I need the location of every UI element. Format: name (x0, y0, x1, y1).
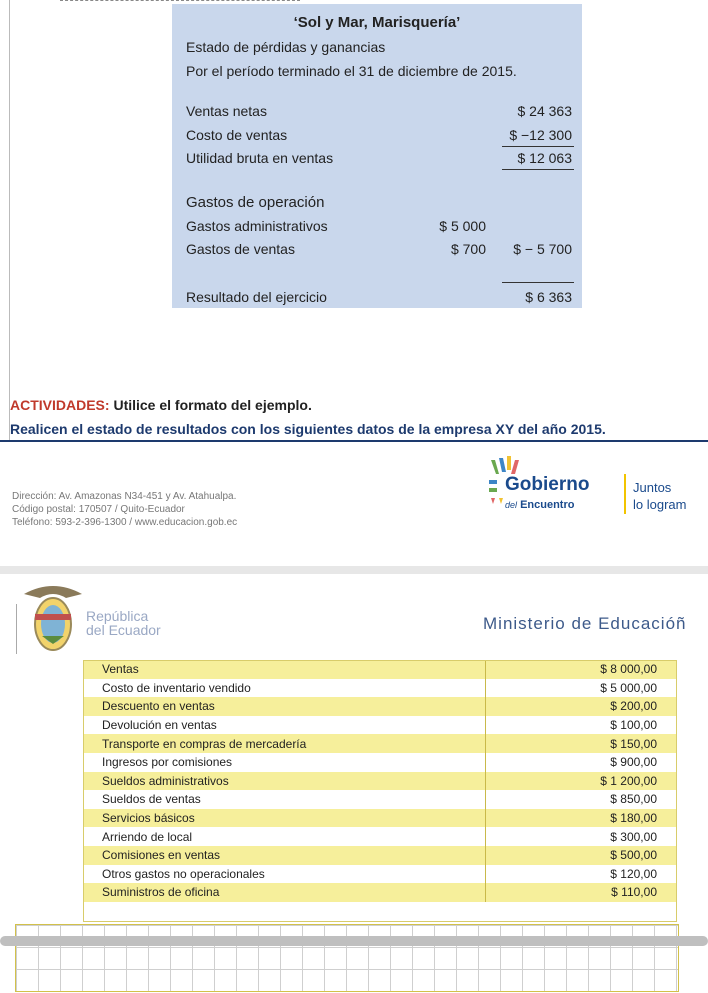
table-row (83, 697, 677, 716)
table-row (83, 753, 677, 772)
amount-cell: $ 120,00 (486, 865, 677, 884)
republica-text: República (86, 608, 149, 624)
concept-cell: Costo de inventario vendido (83, 679, 486, 698)
table-row (83, 660, 677, 679)
second-page (0, 574, 708, 993)
top-page (0, 0, 708, 455)
row-gastos-ventas-label: Gastos de ventas (186, 241, 295, 257)
amount-cell: $ 150,00 (486, 734, 677, 753)
concept-cell: Otros gastos no operacionales (83, 865, 486, 884)
ecuador-shield-icon (22, 578, 84, 658)
statement-company: ‘Sol y Mar, Marisquería’ (293, 14, 461, 31)
amount-cell: $ 500,00 (486, 846, 677, 865)
table-row (83, 679, 677, 698)
row-gastos-operacion-label: Gastos de operación (186, 194, 325, 211)
table-row (83, 772, 677, 791)
phone-text: Teléfono: 593-2-396-1300 / www.educacion.gob.ec (12, 517, 238, 528)
concept-cell: Servicios básicos (83, 809, 486, 828)
address-text: Dirección: Av. Amazonas N34-451 y Av. Atahualpa. (12, 491, 237, 502)
amount-cell: $ 5 000,00 (486, 679, 677, 698)
amount-cell: $ 1 200,00 (486, 772, 677, 791)
table-row (83, 809, 677, 828)
activity-instruction: Realicen el estado de resultados con los siguientes datos de la empresa XY del año 2015. (10, 421, 606, 437)
table-row (83, 790, 677, 809)
table-row (83, 883, 677, 902)
encuentro-logo-text: del Encuentro (505, 499, 575, 511)
table-row (83, 716, 677, 735)
row-utilidad-bruta-label: Utilidad bruta en ventas (186, 150, 334, 166)
row-gastos-admin-value: $ 5 000 (439, 218, 486, 234)
amount-cell: $ 100,00 (486, 716, 677, 735)
concept-cell: Ventas (83, 660, 486, 679)
logo-separator (624, 474, 626, 514)
concept-cell: Ingresos por comisiones (83, 753, 486, 772)
gobierno-logo-text: Gobierno (505, 474, 590, 495)
table-row (83, 846, 677, 865)
activities-line (10, 397, 312, 413)
concept-cell: Sueldos de ventas (83, 790, 486, 809)
row-resultado-value: $ 6 363 (525, 289, 572, 305)
page-edge (16, 604, 17, 654)
row-gastos-ventas-value: $ 700 (450, 241, 486, 257)
table-row (83, 865, 677, 884)
statement-title: Estado de pérdidas y ganancias (186, 39, 386, 55)
page-edge (9, 0, 10, 440)
row-costo-ventas-label: Costo de ventas (186, 127, 288, 143)
instruction-underline (0, 440, 708, 442)
concept-cell: Devolución en ventas (83, 716, 486, 735)
activities-text: Utilice el formato del ejemplo. (109, 397, 312, 413)
row-ventas-netas-label: Ventas netas (186, 103, 267, 119)
activities-label: ACTIVIDADES: (10, 397, 110, 413)
lo-logramos-text: lo logram (633, 497, 687, 512)
row-ventas-netas-value: $ 24 363 (517, 103, 572, 119)
amount-cell: $ 200,00 (486, 697, 677, 716)
amount-cell: $ 8 000,00 (486, 660, 677, 679)
postal-text: Código postal: 170507 / Quito-Ecuador (12, 504, 185, 515)
concept-cell: Comisiones en ventas (83, 846, 486, 865)
ministry-contact (12, 490, 237, 529)
table-row (83, 827, 677, 846)
row-resultado-label: Resultado del ejercicio (186, 289, 327, 305)
concept-cell: Descuento en ventas (83, 697, 486, 716)
income-statement-example (172, 4, 582, 308)
row-gastos-ventas-total: $ − 5 700 (513, 241, 572, 257)
concept-cell: Sueldos administrativos (83, 772, 486, 791)
table-row (83, 734, 677, 753)
amount-cell: $ 850,00 (486, 790, 677, 809)
underline (502, 146, 574, 147)
amount-cell: $ 300,00 (486, 827, 677, 846)
row-costo-ventas-value: $ −12 300 (509, 127, 572, 143)
row-utilidad-bruta-value: $ 12 063 (517, 150, 572, 166)
statement-period: Por el período terminado el 31 de diciembre de 2015. (186, 63, 517, 79)
underline (502, 282, 574, 283)
concept-cell: Arriendo de local (83, 827, 486, 846)
amount-cell: $ 110,00 (486, 883, 677, 902)
amount-cell: $ 180,00 (486, 809, 677, 828)
company-data-table (83, 660, 677, 902)
page-gap (0, 566, 708, 574)
underline (502, 169, 574, 170)
amount-cell: $ 900,00 (486, 753, 677, 772)
ministry-title: Ministerio de Educacióñ (483, 614, 687, 633)
row-gastos-admin-label: Gastos administrativos (186, 218, 328, 234)
juntos-text: Juntos (633, 480, 672, 495)
blur-band (0, 936, 708, 946)
del-ecuador-text: del Ecuador (86, 622, 161, 638)
answer-grid (15, 924, 679, 992)
concept-cell: Transporte en compras de mercadería (83, 734, 486, 753)
concept-cell: Suministros de oficina (83, 883, 486, 902)
top-rule (60, 0, 300, 2)
